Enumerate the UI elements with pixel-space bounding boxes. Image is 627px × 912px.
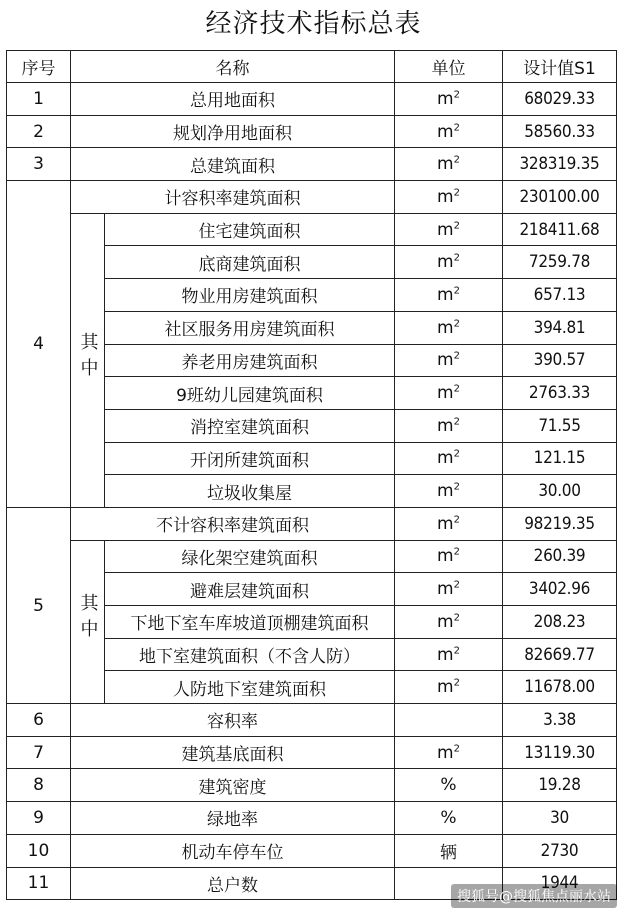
qizhong-label (71, 540, 105, 703)
subrow-name: 养老用房建筑面积 (105, 344, 395, 377)
header-no: 序号 (7, 51, 71, 83)
unit-text: m (437, 415, 454, 436)
unit-cell (395, 802, 503, 835)
unit-text: m (437, 742, 454, 763)
row-name: 建筑密度 (71, 769, 395, 802)
unit-superscript: 2 (453, 89, 460, 101)
table-row (7, 834, 617, 867)
subrow-value: 218411.68 (503, 213, 617, 246)
row-name: 建筑基底面积 (71, 736, 395, 769)
unit-cell (395, 475, 503, 508)
qizhong-label (71, 213, 105, 507)
subrow-value: 657.13 (503, 279, 617, 312)
row-name: 总建筑面积 (71, 148, 395, 181)
table-body (7, 51, 617, 900)
row-number: 11 (7, 867, 71, 900)
table-row (7, 736, 617, 769)
unit-text: m (437, 383, 454, 404)
unit-text: m (437, 284, 454, 305)
table-subrow (7, 213, 617, 246)
subrow-name: 住宅建筑面积 (105, 213, 395, 246)
unit-text: m (437, 546, 454, 567)
unit-text: m (437, 121, 454, 142)
unit-superscript: 2 (453, 644, 460, 656)
subrow-value: 71.55 (503, 409, 617, 442)
subrow-value: 7259.78 (503, 246, 617, 279)
row-name: 规划净用地面积 (71, 115, 395, 148)
unit-superscript: 2 (453, 742, 460, 754)
unit-superscript: 2 (453, 154, 460, 166)
row-number: 1 (7, 83, 71, 116)
row-number: 7 (7, 736, 71, 769)
subrow-value: 121.15 (503, 442, 617, 475)
subrow-name: 底商建筑面积 (105, 246, 395, 279)
row-number: 6 (7, 704, 71, 737)
header-row (7, 51, 617, 83)
qizhong-text: 其中 (77, 593, 99, 646)
unit-cell (395, 246, 503, 279)
unit-superscript: 2 (453, 219, 460, 231)
unit-text: m (437, 481, 454, 502)
unit-superscript: 2 (453, 350, 460, 362)
qizhong-text: 其中 (77, 331, 99, 384)
subrow-name: 消控室建筑面积 (105, 409, 395, 442)
unit-superscript: 2 (453, 383, 460, 395)
unit-superscript: 2 (453, 677, 460, 689)
table-subrow (7, 540, 617, 573)
subrow-name: 地下室建筑面积（不含人防） (105, 638, 395, 671)
table-row (7, 115, 617, 148)
unit-text: m (437, 513, 454, 534)
unit-text: m (437, 350, 454, 371)
unit-text: m (437, 252, 454, 273)
table-row (7, 704, 617, 737)
subrow-name: 9班幼儿园建筑面积 (105, 377, 395, 410)
unit-cell (395, 606, 503, 639)
unit-text: % (440, 807, 457, 828)
unit-text: m (437, 219, 454, 240)
row-name: 机动车停车位 (71, 834, 395, 867)
unit-superscript: 2 (453, 546, 460, 558)
row-value: 98219.35 (503, 507, 617, 540)
unit-cell (395, 442, 503, 475)
unit-cell (395, 704, 503, 737)
table-row (7, 148, 617, 181)
row-number: 5 (7, 507, 71, 703)
subrow-value: 30.00 (503, 475, 617, 508)
unit-cell (395, 540, 503, 573)
unit-text: 辆 (440, 843, 457, 864)
subrow-value: 394.81 (503, 311, 617, 344)
table-row (7, 802, 617, 835)
unit-cell (395, 115, 503, 148)
table-row (7, 181, 617, 214)
table-row (7, 507, 617, 540)
row-number: 4 (7, 181, 71, 508)
unit-superscript: 2 (453, 448, 460, 460)
unit-cell (395, 638, 503, 671)
unit-cell (395, 181, 503, 214)
unit-cell (395, 344, 503, 377)
unit-cell (395, 83, 503, 116)
subrow-name: 人防地下室建筑面积 (105, 671, 395, 704)
unit-cell (395, 148, 503, 181)
unit-text: m (437, 154, 454, 175)
subrow-value: 390.57 (503, 344, 617, 377)
subrow-name: 绿化架空建筑面积 (105, 540, 395, 573)
unit-cell (395, 573, 503, 606)
unit-superscript: 2 (453, 579, 460, 591)
subrow-value: 260.39 (503, 540, 617, 573)
unit-superscript: 2 (453, 481, 460, 493)
unit-text: m (437, 611, 454, 632)
row-name: 总用地面积 (71, 83, 395, 116)
unit-text: m (437, 88, 454, 109)
unit-superscript: 2 (453, 121, 460, 133)
unit-superscript: 2 (453, 252, 460, 264)
header-name: 名称 (71, 51, 395, 83)
unit-cell (395, 769, 503, 802)
unit-text: m (437, 579, 454, 600)
subrow-name: 避难层建筑面积 (105, 573, 395, 606)
row-name: 计容积率建筑面积 (71, 181, 395, 214)
row-value: 3.38 (503, 704, 617, 737)
row-value: 1944 (503, 867, 617, 900)
unit-cell (395, 671, 503, 704)
subrow-name: 开闭所建筑面积 (105, 442, 395, 475)
row-value: 230100.00 (503, 181, 617, 214)
row-name: 绿地率 (71, 802, 395, 835)
row-value: 30 (503, 802, 617, 835)
unit-text: m (437, 644, 454, 665)
row-number: 10 (7, 834, 71, 867)
unit-superscript: 2 (453, 187, 460, 199)
unit-superscript: 2 (453, 285, 460, 297)
subrow-name: 垃圾收集屋 (105, 475, 395, 508)
table-row (7, 83, 617, 116)
unit-text: m (437, 186, 454, 207)
unit-text: m (437, 317, 454, 338)
unit-superscript: 2 (453, 612, 460, 624)
row-number: 2 (7, 115, 71, 148)
table-row (7, 769, 617, 802)
unit-text: m (437, 677, 454, 698)
unit-superscript: 2 (453, 416, 460, 428)
header-value: 设计值S1 (503, 51, 617, 83)
subrow-name: 物业用房建筑面积 (105, 279, 395, 312)
subrow-value: 2763.33 (503, 377, 617, 410)
row-value: 13119.30 (503, 736, 617, 769)
row-value: 328319.35 (503, 148, 617, 181)
economic-indicator-table (6, 50, 617, 900)
unit-superscript: 2 (453, 318, 460, 329)
unit-cell (395, 377, 503, 410)
unit-cell (395, 409, 503, 442)
row-name: 不计容积率建筑面积 (71, 507, 395, 540)
unit-text: % (440, 775, 457, 796)
unit-cell (395, 311, 503, 344)
subrow-value: 3402.96 (503, 573, 617, 606)
unit-cell (395, 834, 503, 867)
row-value: 58560.33 (503, 115, 617, 148)
row-value: 68029.33 (503, 83, 617, 116)
subrow-name: 社区服务用房建筑面积 (105, 311, 395, 344)
row-number: 8 (7, 769, 71, 802)
unit-superscript: 2 (453, 514, 460, 526)
unit-cell (395, 279, 503, 312)
watermark: 搜狐号@搜狐焦点丽水站 (451, 884, 617, 908)
row-value: 19.28 (503, 769, 617, 802)
row-name: 总户数 (71, 867, 395, 900)
header-unit: 单位 (395, 51, 503, 83)
subrow-value: 82669.77 (503, 638, 617, 671)
page-title: 经济技术指标总表 (205, 9, 422, 39)
unit-cell (395, 507, 503, 540)
unit-cell (395, 213, 503, 246)
row-number: 3 (7, 148, 71, 181)
row-name: 容积率 (71, 704, 395, 737)
row-value: 2730 (503, 834, 617, 867)
subrow-value: 208.23 (503, 606, 617, 639)
subrow-value: 11678.00 (503, 671, 617, 704)
unit-cell (395, 736, 503, 769)
row-number: 9 (7, 802, 71, 835)
unit-text: m (437, 448, 454, 469)
subrow-name: 下地下室车库坡道顶棚建筑面积 (105, 606, 395, 639)
